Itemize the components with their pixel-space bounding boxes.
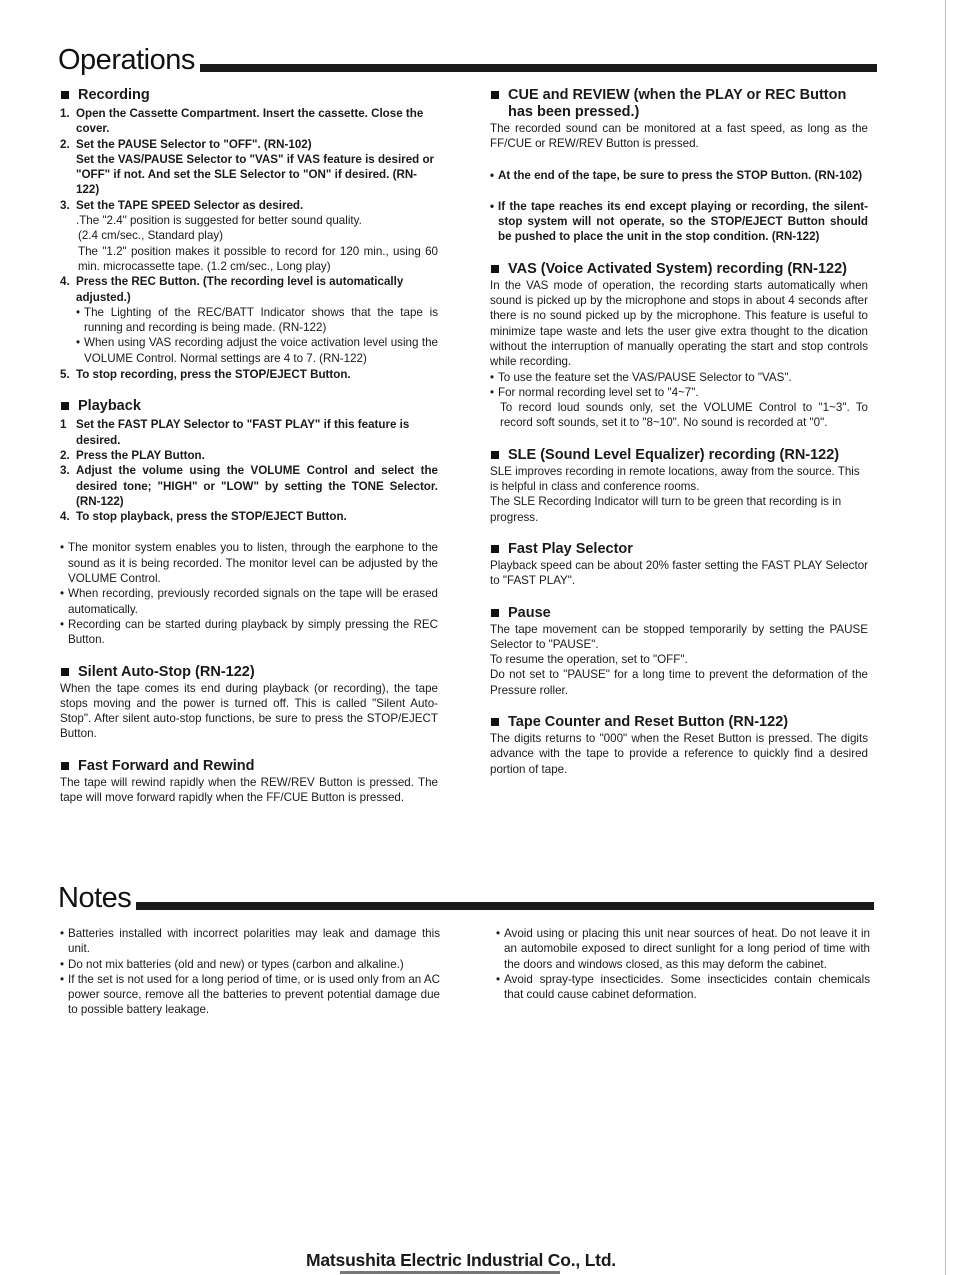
fast-forward-section (60, 758, 438, 806)
square-bullet-icon (491, 545, 499, 553)
list-item: 3. Adjust the volume using the VOLUME Control and select the desired tone; "HIGH" or "LOW" by setting the TONE Selector. (RN-122) (60, 464, 438, 508)
operations-title-row (58, 46, 877, 75)
playback-section (60, 398, 438, 647)
playback-notes (60, 540, 438, 647)
vas-heading: VAS (Voice Activated System) recording (RN-122) (490, 261, 868, 278)
fast-play-heading: Fast Play Selector (490, 541, 868, 558)
square-bullet-icon (61, 668, 69, 676)
square-bullet-icon (491, 451, 499, 459)
operations-title: Operations (58, 44, 195, 76)
tape-counter-heading: Tape Counter and Reset Button (RN-122) (490, 714, 868, 731)
playback-steps (60, 417, 438, 524)
list-item: 1 Set the FAST PLAY Selector to "FAST PLAY" if this feature is desired. (60, 418, 410, 447)
fast-forward-heading: Fast Forward and Rewind (60, 758, 438, 775)
list-item: • Batteries installed with incorrect polarities may leak and damage this unit. (60, 927, 440, 956)
vas-extra-text: To record loud sounds only, set the VOLUME Control to "1~3". To record soft sounds, set it to "8~10". No sound is recorded at "0". (500, 401, 868, 430)
pause-text-2: To resume the operation, set to "OFF". (490, 653, 688, 667)
list-item: • If the set is not used for a long period of time, or is used only from an AC power source, remove all the batteries to prevent potential damage due to possible battery leakage. (60, 972, 440, 1017)
rec-notes (60, 305, 438, 366)
cue-review-section (490, 87, 868, 245)
list-item: 3. Set the TAPE SPEED Selector as desired. (60, 198, 304, 212)
operations-right-column (490, 87, 868, 777)
square-bullet-icon (491, 265, 499, 273)
tape-speed-notes: .The "2.4" position is suggested for better sound quality. (2.4 cm/sec., Standard play) The "1.2" position makes it possible to record for 120 min., using 60 min. microcassette tape. (1.2 cm/sec., Long play) (76, 214, 438, 273)
recording-section (60, 87, 438, 382)
list-item: • Avoid using or placing this unit near sources of heat. Do not leave it in an automobile exposed to direct sunlight for a long period of time with the doors and windows closed, as this may deform the cabinet. (496, 927, 870, 971)
list-item: • To use the feature set the VAS/PAUSE Selector to "VAS". (490, 370, 792, 384)
operations-left-column (60, 87, 438, 805)
square-bullet-icon (61, 762, 69, 770)
list-item: 4. To stop playback, press the STOP/EJECT Button. (60, 510, 347, 524)
square-bullet-icon (491, 91, 499, 99)
list-item: • Recording can be started during playback by simply pressing the REC Button. (60, 617, 438, 647)
list-item: • The Lighting of the REC/BATT Indicator shows that the tape is running and recording is being made. (RN-122) (76, 305, 438, 335)
fast-play-text: Playback speed can be about 20% faster setting the FAST PLAY Selector to "FAST PLAY". (490, 558, 868, 588)
pause-heading: Pause (490, 605, 868, 622)
page-edge-line (945, 0, 946, 1275)
tape-counter-text: The digits returns to "000" when the Reset Button is pressed. The digits advance with the tape to provide a reference to quickly find a desired portion of tape. (490, 732, 868, 776)
list-item: 2. Set the PAUSE Selector to "OFF". (RN-102) Set the VAS/PAUSE Selector to "VAS" if VAS feature is desired or "OFF" if not. And set the SLE Selector to "ON" if desired. (RN-122) (60, 137, 435, 197)
list-item: 4. Press the REC Button. (The recording level is automatically adjusted.) (60, 275, 404, 304)
silent-auto-stop-heading: Silent Auto-Stop (RN-122) (60, 664, 438, 681)
list-item: 1. Open the Cassette Compartment. Insert the cassette. Close the cover. (60, 107, 424, 136)
fast-play-section (490, 541, 868, 589)
list-item: 5. To stop recording, press the STOP/EJECT Button. (60, 368, 351, 382)
operations-title-rule (200, 64, 877, 72)
sle-text-2: The SLE Recording Indicator will turn to be green that recording is in progress. (490, 495, 842, 524)
vas-text: In the VAS mode of operation, the recording starts automatically when sound is picked up by the microphone and stops in about 4 seconds after there is no sound picked up by the microphone. This feature is useful to minimize tape waste and lets the user give extra thought to the dication without the interruption of manually operating the start and stop controls while recording. (490, 278, 868, 369)
list-item: • If the tape reaches its end except playing or recording, the silent-stop system will not operate, so the STOP/EJECT Button should be pushed to place the unit in the stop condition. (RN-122) (490, 199, 868, 244)
list-item: • Do not mix batteries (old and new) or types (carbon and alkaline.) (60, 957, 404, 971)
square-bullet-icon (61, 91, 69, 99)
playback-heading: Playback (60, 398, 438, 415)
list-item: • The monitor system enables you to listen, through the earphone to the sound as it is being recorded. The monitor level can be adjusted by the VOLUME Control. (60, 541, 438, 586)
square-bullet-icon (491, 718, 499, 726)
vas-section (490, 261, 868, 431)
cropped-address-line (340, 1271, 560, 1274)
silent-auto-stop-text: When the tape comes its end during playback (or recording), the tape stops moving and the power is turned off. This is called "Silent Auto-Stop". After silent auto-stop functions, be sure to press the STOP/EJECT Button. (60, 681, 438, 741)
cue-review-text: The recorded sound can be monitored at a fast speed, as long as the FF/CUE or REW/REV Button is pressed. (490, 122, 868, 151)
cue-review-heading: CUE and REVIEW (when the PLAY or REC Button has been pressed.) (490, 87, 868, 121)
notes-title: Notes (58, 882, 132, 914)
list-item: 2. Press the PLAY Button. (60, 448, 205, 462)
list-item: • For normal recording level set to "4~7". (490, 385, 699, 399)
list-item: • At the end of the tape, be sure to press the STOP Button. (RN-102) (490, 168, 863, 182)
fast-forward-text: The tape will rewind rapidly when the REW/REV Button is pressed. The tape will move forward rapidly when the FF/CUE Button is pressed. (60, 775, 438, 804)
notes-title-rule (136, 902, 874, 910)
list-item: • Avoid spray-type insecticides. Some insecticides contain chemicals that could cause cabinet deformation. (496, 972, 870, 1002)
pause-section (490, 605, 868, 698)
square-bullet-icon (491, 609, 499, 617)
footer-company-name: Matsushita Electric Industrial Co., Ltd. (306, 1250, 616, 1270)
list-item: • When recording, previously recorded signals on the tape will be erased automatically. (60, 587, 438, 616)
sle-text-1: SLE improves recording in remote locations, away from the source. This is helpful in class and conference rooms. (490, 464, 860, 494)
notes-title-row (58, 884, 874, 913)
recording-steps (60, 106, 438, 382)
tape-counter-section (490, 714, 868, 777)
notes-right-column (496, 926, 870, 1002)
list-item: • When using VAS recording adjust the voice activation level using the VOLUME Control. Normal settings are 4 to 7. (RN-122) (76, 336, 438, 365)
square-bullet-icon (61, 402, 69, 410)
notes-left-column (60, 926, 440, 1018)
silent-auto-stop-section (60, 664, 438, 742)
recording-heading: Recording (60, 87, 438, 104)
sle-heading: SLE (Sound Level Equalizer) recording (RN-122) (490, 447, 868, 464)
sle-section (490, 447, 868, 525)
pause-text-1: The tape movement can be stopped temporarily by setting the PAUSE Selector to "PAUSE". (490, 622, 868, 651)
pause-text-3: Do not set to "PAUSE" for a long time to prevent the deformation of the Pressure roller. (490, 668, 868, 697)
